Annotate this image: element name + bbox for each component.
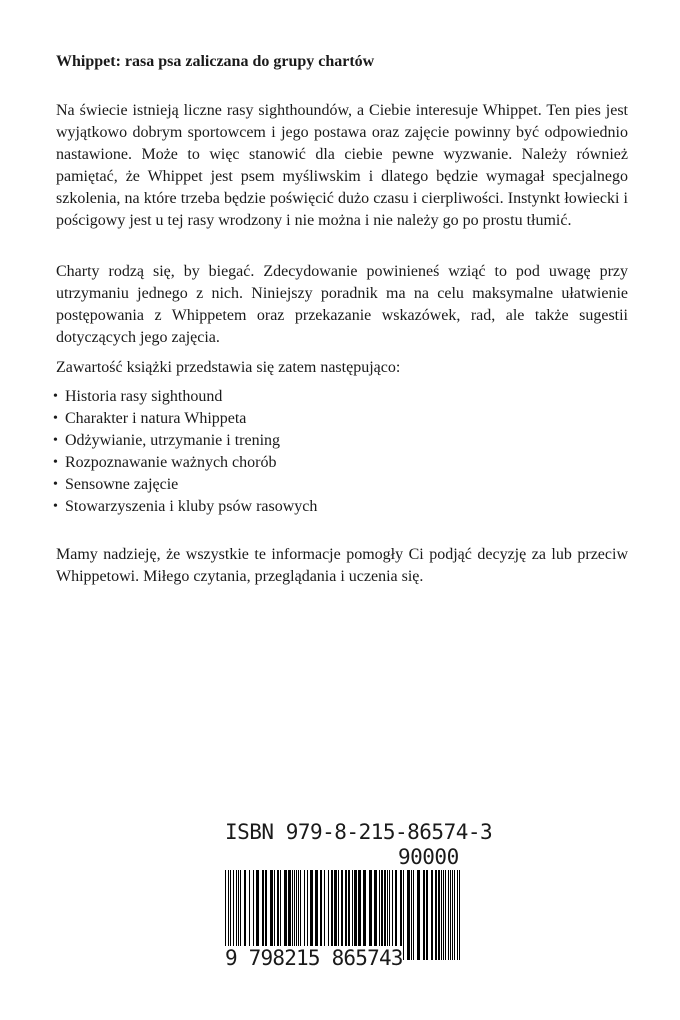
barcode-bar [426,870,428,960]
barcode-bar [452,870,453,960]
second-paragraph: Charty rodzą się, by biegać. Zdecydowanie powinieneś wziąć to pod uwagę przy utrzymaniu jednego z nich. Niniejszy poradnik ma na celu maksymalne ułatwienie postępowania z Whippetem oraz przekazanie wskazówek, rad, ale także sugestii dotyczących jego zajęcia. [56,263,628,346]
list-item [53,430,317,452]
bullet-icon: • [53,411,58,426]
barcode-bar [445,870,446,960]
barcode-bar [431,870,433,960]
contents-intro: Zawartość książki przedstawia się zatem następująco: [56,359,401,376]
barcode-bar [448,870,449,960]
isbn-label: ISBN 979-8-215-86574-3 [225,820,493,844]
list-item-label: Odżywianie, utrzymanie i trening [65,432,281,449]
closing-paragraph: Mamy nadzieję, że wszystkie te informacje pomogły Ci podjąć decyzję za lub przeciw Whippetowi. Miłego czytania, przeglądania i uczenia się. [56,546,628,585]
list-item [53,408,317,430]
bullet-icon: • [53,455,58,470]
list-item-label: Historia rasy sighthound [65,388,223,405]
price-code: 90000 [398,845,459,869]
list-item-label: Charakter i natura Whippeta [65,410,247,427]
list-item-label: Rozpoznawanie ważnych chorób [65,454,277,471]
list-item [53,474,317,496]
list-item [53,386,317,408]
book-title: Whippet: rasa psa zaliczana do grupy chartów [56,53,375,70]
barcode-digits: 9 798215 865743 [225,946,403,970]
barcode-bar [457,870,458,960]
bullet-icon: • [53,389,58,404]
bullet-icon: • [53,499,58,514]
barcode-bar [438,870,440,960]
barcode-bar [403,870,404,960]
barcode-bar [441,870,442,960]
barcode-bar [454,870,455,960]
barcode-bar [411,870,412,960]
list-item-label: Stowarzyszenia i kluby psów rasowych [65,498,318,515]
barcode-bar [435,870,437,960]
list-item [53,496,318,518]
bullet-icon: • [53,477,58,492]
barcode-bar [423,870,425,960]
intro-paragraph: Na świecie istnieją liczne rasy sighthoundów, a Ciebie interesuje Whippet. Ten pies jest wyjątkowo dobrym sportowcem i jego postawa oraz zajęcie powinny być odpowiednio nastawione. Może to więc stanowić dla ciebie pewne wyzwanie. Należy również pamiętać, że Whippet jest psem myśliwskim i dlatego będzie wymagał specjalnego szkolenia, na które trzeba będzie poświęcić dużo czasu i cierpliwości. Instynkt łowiecki i pościgowy jest u tej rasy wrodzony i nie można i nie należy go po prostu tłumić. [56,102,628,229]
barcode-bar [407,870,410,960]
list-item [53,452,317,474]
barcode-bar [459,870,460,960]
barcode-bar [450,870,451,960]
barcode-bar [443,870,444,960]
barcode-bar [413,870,414,960]
bullet-icon: • [53,433,58,448]
barcode-bar [417,870,420,960]
contents-list [53,386,318,518]
list-item-label: Sensowne zajęcie [65,476,179,493]
